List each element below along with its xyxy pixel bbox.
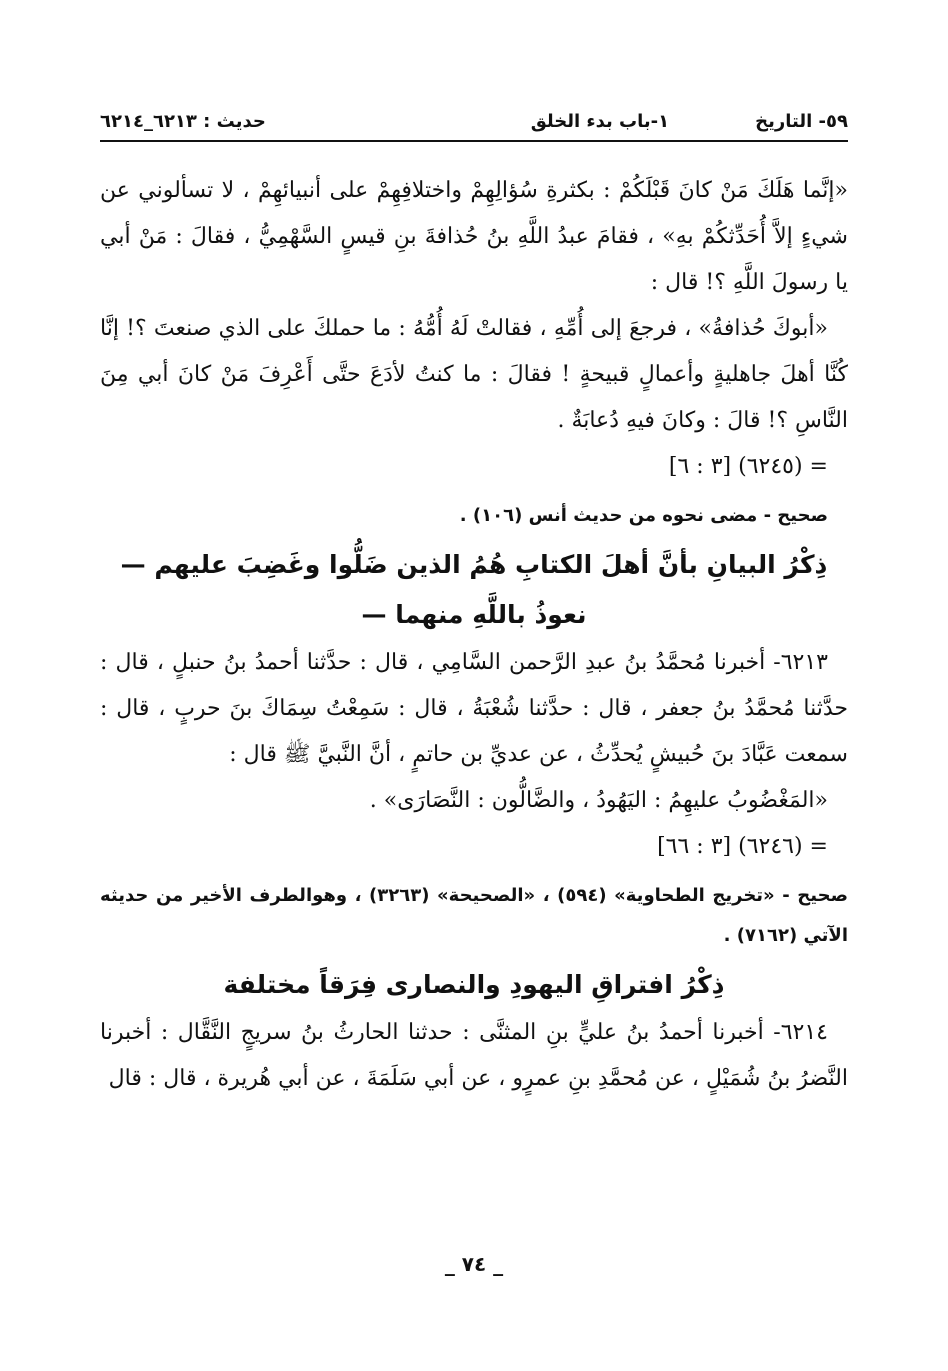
- hadith-range-label: حديث : ٦٢١٣_٦٢١٤: [100, 111, 266, 132]
- grading-note-2: صحيح - «تخريج الطحاوية» (٥٩٤) ، «الصحيحة» (٣٢٦٣) ، وهوالطرف الأخير من حديثه الآتي (٧١٦٢) .: [100, 885, 848, 946]
- section-heading-2: ذِكْرُ افتراقِ اليهودِ والنصارى فِرَقاً مختلفة: [223, 970, 725, 999]
- page-number: _ ٧٤ _: [444, 1252, 504, 1276]
- section-heading-1: ذِكْرُ البيانِ بأنَّ أهلَ الكتابِ هُمُ الذين ضَلُّوا وغَضِبَ عليهم — نعوذُ باللَّهِ منهما —: [120, 550, 828, 629]
- header-right: [531, 111, 848, 132]
- grading-note-1: صحيح - مضى نحوه من حديث أنس (١٠٦) .: [459, 505, 828, 526]
- header-divider: [100, 140, 848, 142]
- page-header: [100, 96, 848, 132]
- paragraph-1: «إنَّما هَلَكَ مَنْ كانَ قَبْلَكُمْ : بكثرةِ سُؤالِهِمْ واختلافِهِمْ على أنبيائهِمْ ، لا تسألوني عن شيءٍ إلاَّ أُحَدِّثكُمْ بهِ» ، فقامَ عبدُ اللَّهِ بنُ حُذافةَ بنِ قيسٍ السَّهْمِيُّ ، فقالَ : مَنْ أبي يا رسولَ اللَّهِ ؟! قال :: [100, 178, 848, 295]
- reference-1: = (٦٢٤٥) [٣ : ٦]: [668, 454, 828, 479]
- hadith-6213-text: «المَغْضُوبُ عليهِمُ : اليَهُودُ ، والضَّالُّون : النَّصَارَى» .: [369, 788, 828, 813]
- hadith-6214: ٦٢١٤- أخبرنا أحمدُ بنُ عليٍّ بنِ المثنَّى : حدثنا الحارثُ بنُ سريجٍ النَّقَّال : أخبرنا النَّضرُ بنُ شُمَيْلٍ ، عن مُحمَّدِ بنِ عمرٍو ، عن أبي سَلَمَةَ ، عن أبي هُريرة ، قال : قال: [100, 1020, 848, 1091]
- book-section-label: ٥٩- التاريخ: [755, 111, 848, 132]
- page-body: [100, 168, 848, 1102]
- reference-2: = (٦٢٤٦) [٣ : ٦٦]: [657, 834, 828, 859]
- hadith-6213: ٦٢١٣- أخبرنا مُحمَّدُ بنُ عبدِ الرَّحمن السَّامِي ، قال : حدَّثنا أحمدُ بنُ حنبلٍ ، قال : حدَّثنا مُحمَّدُ بنُ جعفر ، قال : حدَّثنا شُعْبَةُ ، قال : سَمِعْتُ سِمَاكَ بنَ حربٍ ، قال : سمعت عَبَّادَ بنَ حُبيشٍ يُحدِّثُ ، عن عديِّ بن حاتمٍ ، أنَّ النَّبيَّ ﷺ قال :: [100, 650, 848, 767]
- paragraph-2: «أبوكَ حُذافةُ» ، فرجعَ إلى أُمِّهِ ، فقالتْ لَهُ أُمُّهُ : ما حملكَ على الذي صنعتَ ؟! إنَّا كُنَّا أهلَ جاهليةٍ وأعمالٍ قبيحةٍ ! فقالَ : ما كنتُ لأدَعَ حتَّى أَعْرِفَ مَنْ كانَ أبي مِنَ النَّاسِ ؟! قالَ : وكانَ فيهِ دُعابَةٌ .: [100, 316, 848, 433]
- chapter-label: ١-باب بدء الخلق: [530, 111, 670, 132]
